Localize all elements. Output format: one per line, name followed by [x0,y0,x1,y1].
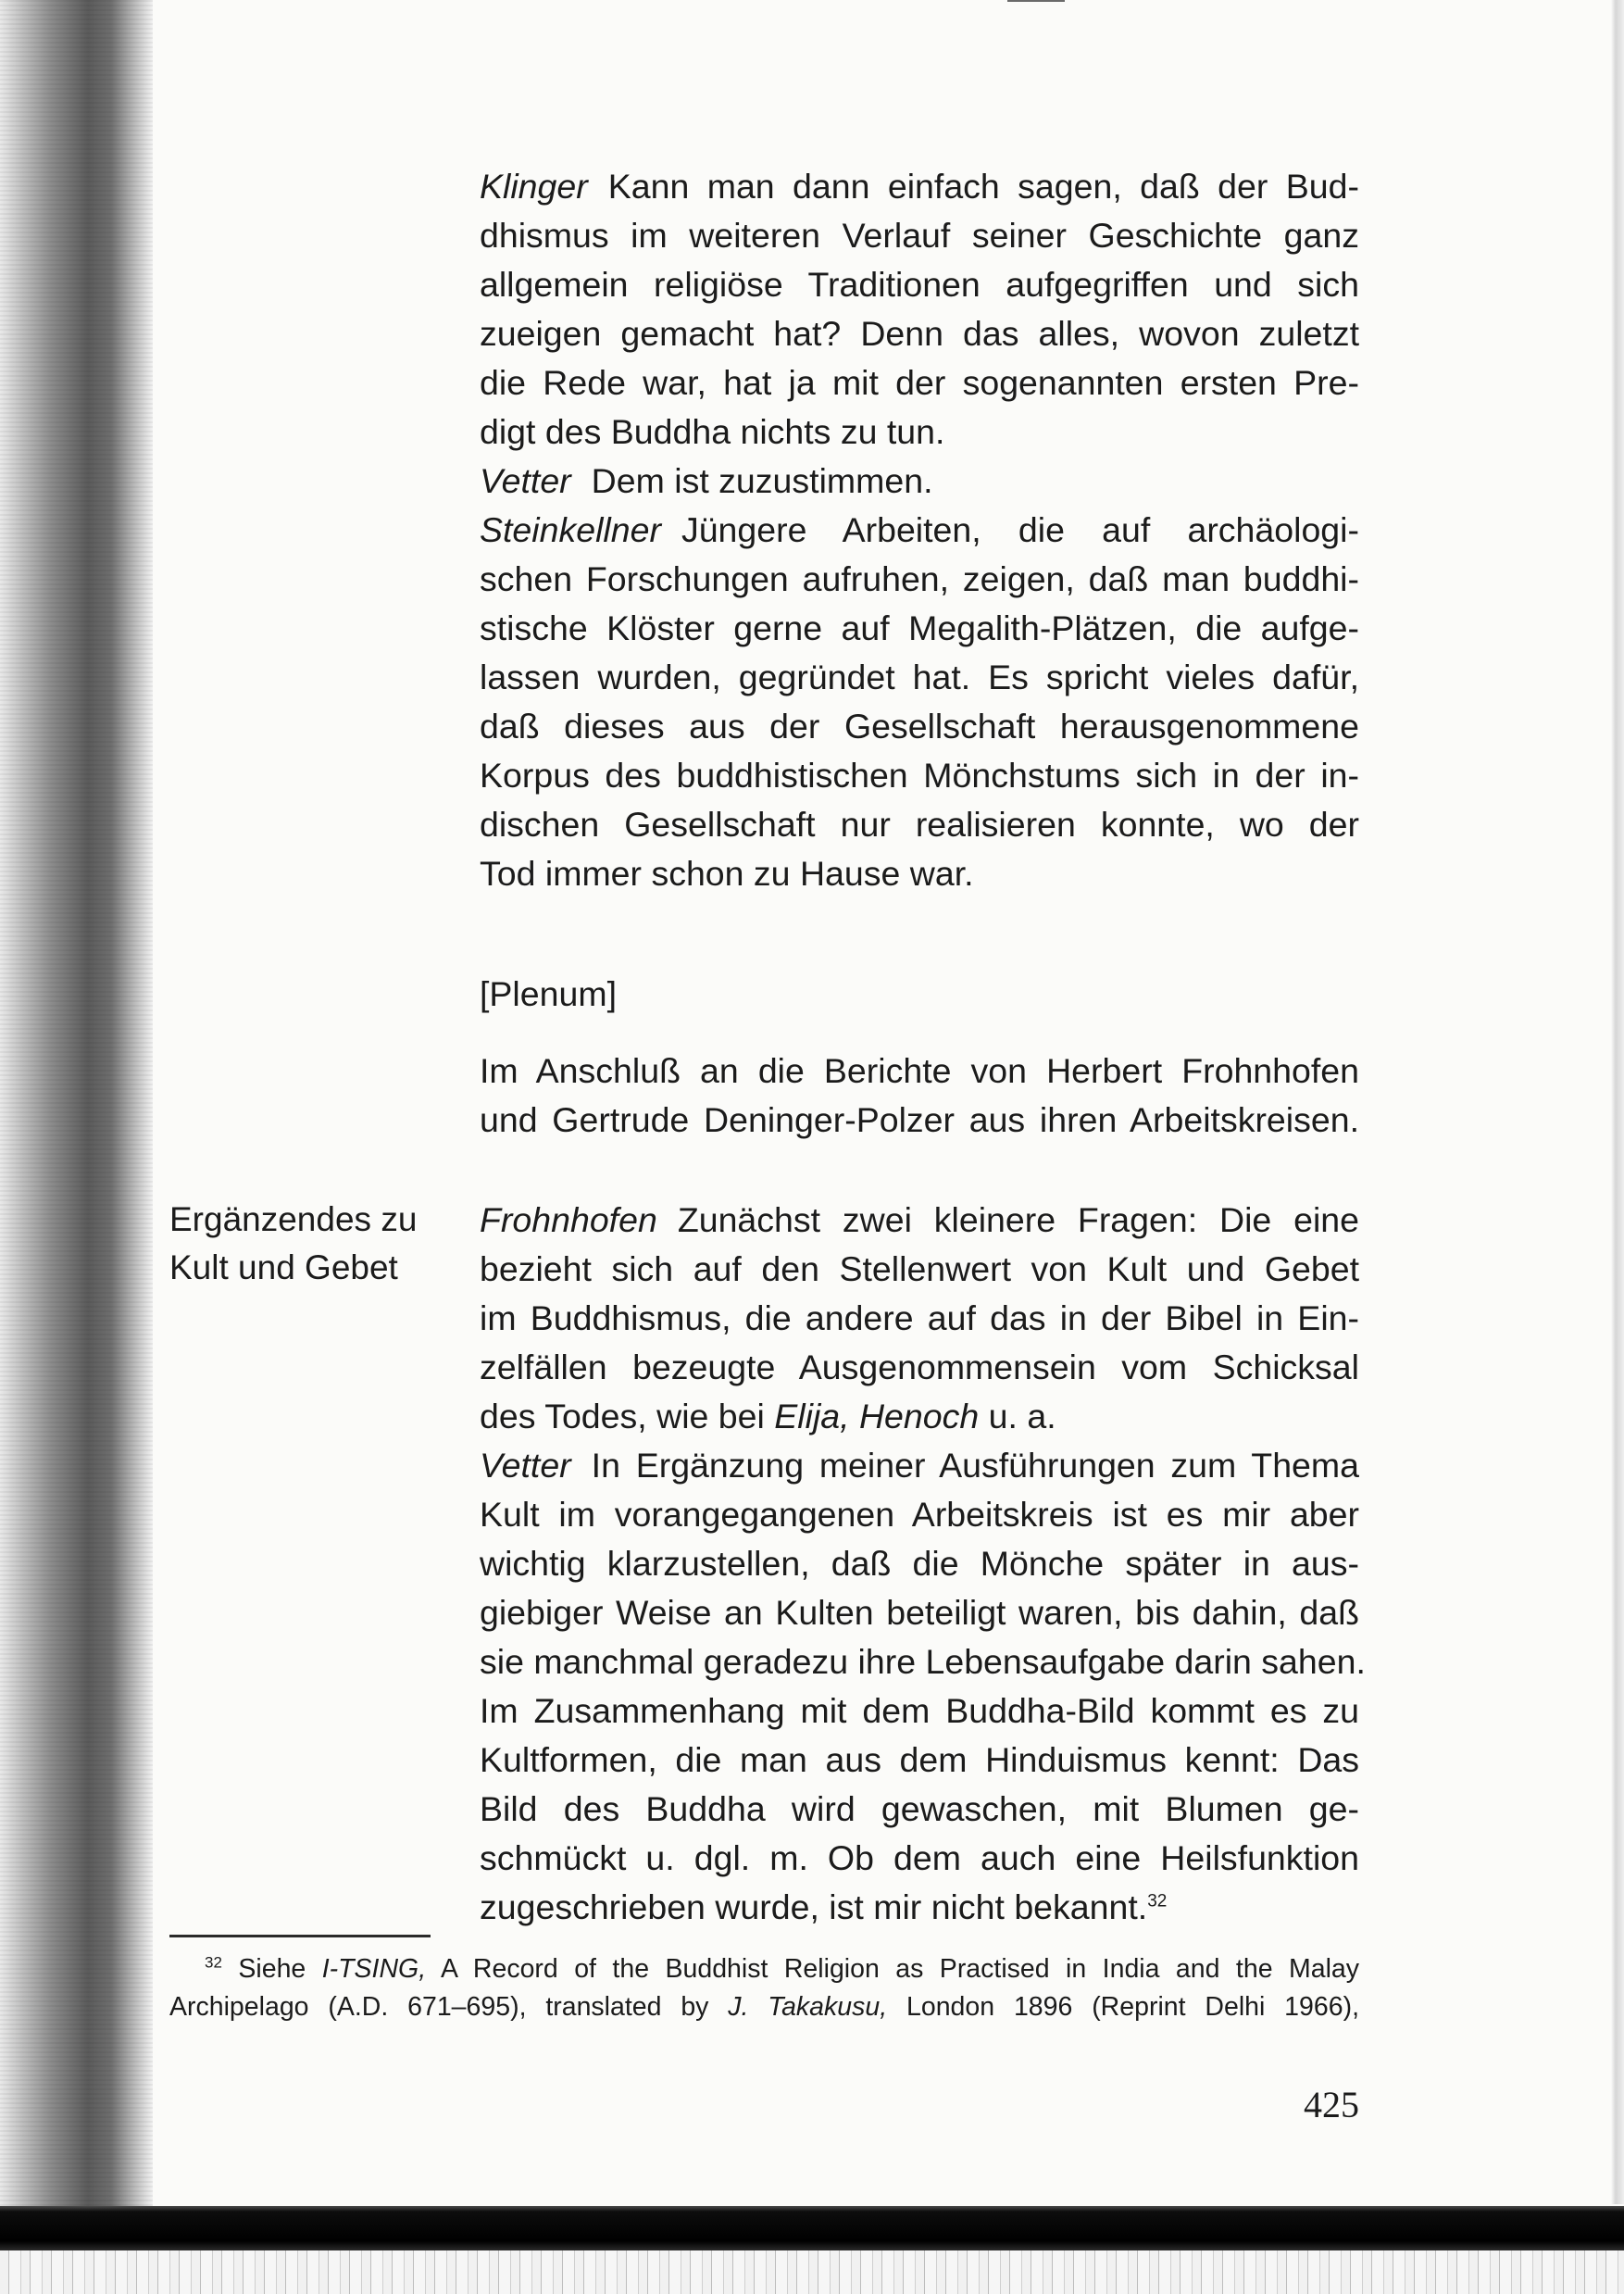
text-line: zelfällen bezeugte Ausgenommensein vom Schicksal [480,1348,1359,1386]
footnote-number: 32 [205,1953,222,1972]
scan-mark [1007,0,1065,2]
text-line: giebiger Weise an Kulten beteiligt waren, bis dahin, daß [480,1593,1359,1632]
page-edge-shadow [1611,0,1624,2204]
text-line: sie manchmal geradezu ihre Lebensaufgabe darin sahen. [480,1642,1366,1681]
text-line: Vetter Dem ist zuzustimmen. [480,461,933,500]
speaker-name: Klinger [480,167,588,206]
text-line: und Gertrude Deninger-Polzer aus ihren Arbeitskreisen. [480,1100,1359,1139]
text-line: Kult im vorangegangenen Arbeitskreis ist es mir aber [480,1495,1359,1534]
text-line: stische Klöster gerne auf Megalith-Plätzen, die aufge- [480,608,1359,647]
intro-paragraph [480,1047,1359,1145]
text-line: digt des Buddha nichts zu tun. [480,412,945,451]
text-line: dhismus im weiteren Verlauf seiner Geschichte ganz [480,216,1359,255]
page-number: 425 [1304,2084,1359,2125]
text-line: daß dieses aus der Gesellschaft herausgenommene [480,707,1359,746]
text-line: Frohnhofen Zunächst zwei kleinere Fragen: Die eine [480,1200,1359,1239]
section-heading-plenum: [Plenum] [480,974,617,1013]
margin-note-line: Kult und Gebet [169,1248,398,1286]
footnote-line: $^{32}$ Siehe I-TSING, A Record of the Buddhist Religion as Practised in India and the Malay [205,1953,1360,1984]
text-line: Korpus des buddhistischen Mönchstums sich in der in- [480,756,1359,795]
text-line: zugeschrieben wurde, ist mir nicht bekannt.$^{32}$ [480,1887,1168,1926]
text-line: Bild des Buddha wird gewaschen, mit Blumen ge- [480,1789,1359,1828]
text-line: im Buddhismus, die andere auf das in der Bibel in Ein- [480,1298,1359,1337]
footnote-author: I-TSING, [321,1954,427,1984]
text-line: bezieht sich auf den Stellenwert von Kult und Gebet [480,1249,1359,1288]
biblical-names: Elija, Henoch [774,1397,980,1435]
dialogue-block-2 [480,1196,1366,1932]
text-line: Vetter In Ergänzung meiner Ausführungen zum Thema [480,1446,1359,1485]
margin-note [169,1196,438,1292]
text-line: die Rede war, hat ja mit der sogenannten ersten Pre- [480,363,1359,402]
text-line: des Todes, wie bei Elija, Henoch u. a. [480,1397,1056,1435]
text-line: allgemein religiöse Traditionen aufgegriffen und sich [480,265,1359,304]
text-line: Kultformen, die man aus dem Hinduismus kennt: Das [480,1740,1359,1779]
footnote-translator: J. Takakusu, [728,1992,888,2022]
footnote [169,1950,1359,2026]
text-line: Im Zusammenhang mit dem Buddha-Bild kommt es zu [480,1691,1359,1730]
text-line: Klinger Kann man dann einfach sagen, daß der Bud- [480,167,1359,206]
speaker-name: Vetter [480,1446,571,1485]
footnote-reference[interactable]: 32 [1147,1891,1168,1912]
text-line: zueigen gemacht hat? Denn das alles, wovon zuletzt [480,314,1359,353]
text-line: lassen wurden, gegründet hat. Es spricht vieles dafür, [480,658,1359,696]
text-line: Steinkellner Jüngere Arbeiten, die auf archäologi- [480,510,1359,549]
dialogue-block-1 [480,162,1359,898]
text-line: Im Anschluß an die Berichte von Herbert Frohnhofen [480,1051,1359,1090]
text-line: Tod immer schon zu Hause war. [480,854,974,893]
speaker-name: Steinkellner [480,510,661,549]
footnote-line: Archipelago (A.D. 671–695), translated by J. Takakusu, London 1896 (Reprint Delhi 1966), [169,1992,1359,2022]
margin-note-line: Ergänzendes zu [169,1200,418,1238]
text-line: wichtig klarzustellen, daß die Mönche später in aus- [480,1544,1359,1583]
speaker-name: Vetter [480,461,571,500]
speaker-name: Frohnhofen [480,1200,657,1239]
scan-bottom-strip [0,2250,1624,2294]
footnote-separator [169,1935,431,1937]
text-line: schen Forschungen aufruhen, zeigen, daß man buddhi- [480,559,1359,598]
scan-bottom-band [0,2206,1624,2250]
book-binding-shadow [0,0,153,2232]
text-line: schmückt u. dgl. m. Ob dem auch eine Heilsfunktion [480,1838,1359,1877]
text-line: dischen Gesellschaft nur realisieren konnte, wo der [480,805,1359,844]
